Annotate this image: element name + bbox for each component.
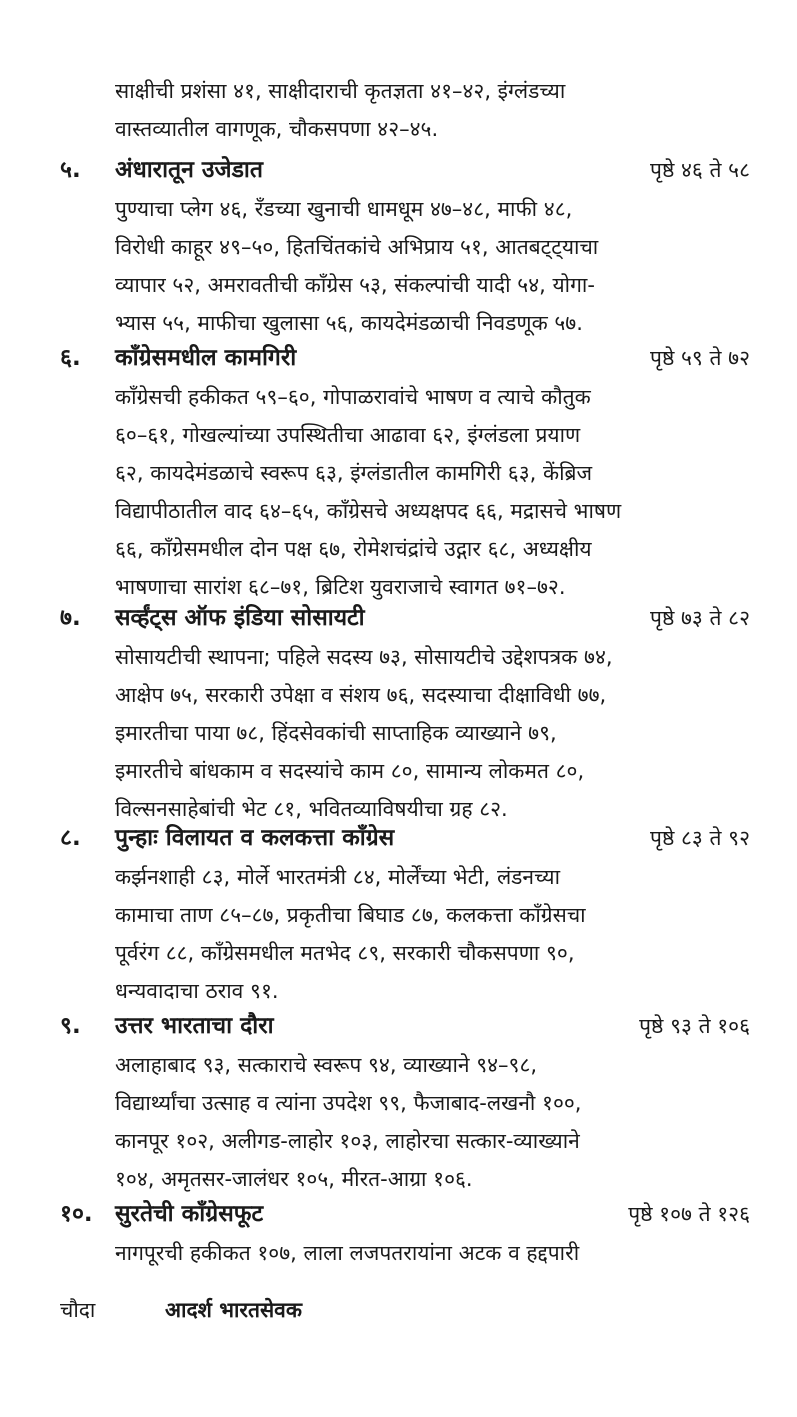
chapter-number: ५. [60,157,81,183]
chapter-summary [115,190,750,342]
chapter-page-range: पृष्ठे ७३ ते ८२ [650,606,750,630]
chapter-title: सर्व्हंट्स ऑफ इंडिया सोसायटी [115,605,365,631]
chapter-summary [115,1046,750,1198]
intro-continuation [115,72,735,148]
chapter-summary [115,378,750,606]
chapter-summary [115,858,750,1010]
text-line: भाषणाचा सारांश ६८–७१, ब्रिटिश युवराजाचे स्वागत ७१–७२. [115,575,566,599]
chapter-heading [60,150,750,190]
text-line: ६२, कायदेमंडळाचे स्वरूप ६३, इंग्लंडातील कामगिरी ६३, केंब्रिज [115,461,593,485]
chapter-heading [60,1194,750,1234]
text-line: सोसायटीची स्थापना; पहिले सदस्य ७३, सोसायटीचे उद्देशपत्रक ७४, [115,645,613,669]
chapter-page-range: पृष्ठे ९३ ते १०६ [639,1014,750,1038]
chapter-summary [115,1234,750,1272]
chapter-7 [60,598,750,828]
chapter-6 [60,338,750,606]
chapter-page-range: पृष्ठे ४६ ते ५८ [650,158,750,182]
text-line: वास्तव्यातील वागणूक, चौकसपणा ४२–४५. [115,117,439,141]
text-line: कामाचा ताण ८५–८७, प्रकृतीचा बिघाड ८७, कलकत्ता काँग्रेसचा [115,903,586,927]
text-line: ६६, काँग्रेसमधील दोन पक्ष ६७, रोमेशचंद्रांचे उद्गार ६८, अध्यक्षीय [115,537,592,561]
text-line: आक्षेप ७५, सरकारी उपेक्षा व संशय ७६, सदस्याचा दीक्षाविधी ७७, [115,683,607,707]
text-line: काँग्रेसची हकीकत ५९–६०, गोपाळरावांचे भाषण व त्याचे कौतुक [115,385,591,409]
running-book-title: आदर्श भारतसेवक [165,1298,302,1322]
text-line: अलाहाबाद ९३, सत्काराचे स्वरूप ९४, व्याख्याने ९४–९८, [115,1053,538,1077]
text-line: धन्यवादाचा ठराव ९१. [115,979,279,1003]
text-line: ६०–६१, गोखल्यांच्या उपस्थितीचा आढावा ६२, इंग्लंडला प्रयाण [115,423,581,447]
chapter-heading [60,1006,750,1046]
text-line: इमारतीचे बांधकाम व सदस्यांचे काम ८०, सामान्य लोकमत ८०, [115,759,585,783]
text-line: व्यापार ५२, अमरावतीची काँग्रेस ५३, संकल्पांची यादी ५४, योगा- [115,273,595,297]
chapter-title: पुन्हाः विलायत व कलकत्ता काँग्रेस [115,825,395,851]
chapter-heading [60,818,750,858]
chapter-number: ८. [60,825,81,851]
chapter-page-range: पृष्ठे ५९ ते ७२ [650,346,750,370]
chapter-title: उत्तर भारताचा दौरा [115,1013,274,1039]
text-line: कानपूर १०२, अलीगड-लाहोर १०३, लाहोरचा सत्कार-व्याख्याने [115,1129,580,1153]
text-line: विरोधी काहूर ४९–५०, हितचिंतकांचे अभिप्राय ५१, आतबट्ट्याचा [115,235,599,259]
chapter-8 [60,818,750,1010]
text-line: कर्झनशाही ८३, मोर्ले भारतमंत्री ८४, मोर्लेंच्या भेटी, लंडनच्या [115,865,561,889]
text-line: भ्यास ५५, माफीचा खुलासा ५६, कायदेमंडळाची निवडणूक ५७. [115,311,583,335]
text-line: इमारतीचा पाया ७८, हिंदसेवकांची साप्ताहिक व्याख्याने ७९, [115,721,557,745]
chapter-number: ६. [60,345,81,371]
text-line: पुण्याचा प्लेग ४६, रँडच्या खुनाची धामधूम ४७–४८, माफी ४८, [115,197,573,221]
text-line: विल्सनसाहेबांची भेट ८१, भवितव्याविषयीचा ग्रह ८२. [115,797,508,821]
chapter-title: सुरतेची काँग्रेसफूट [115,1201,264,1227]
chapter-heading [60,598,750,638]
text-line: साक्षीची प्रशंसा ४१, साक्षीदाराची कृतज्ञता ४१–४२, इंग्लंडच्या [115,79,566,103]
text-line: पूर्वरंग ८८, काँग्रेसमधील मतभेद ८९, सरकारी चौकसपणा ९०, [115,941,575,965]
chapter-heading [60,338,750,378]
chapter-title: काँग्रेसमधील कामगिरी [115,345,297,371]
chapter-10 [60,1194,750,1272]
chapter-title: अंधारातून उजेडात [115,157,263,183]
page-footer [60,1292,302,1328]
chapter-number: १०. [60,1201,93,1227]
chapter-5 [60,150,750,342]
text-line: विद्यापीठातील वाद ६४–६५, काँग्रेसचे अध्यक्षपद ६६, मद्रासचे भाषण [115,499,622,523]
chapter-number: ७. [60,605,81,631]
page-number-word: चौदा [60,1298,96,1322]
chapter-9 [60,1006,750,1198]
chapter-page-range: पृष्ठे १०७ ते १२६ [628,1202,750,1226]
text-line: १०४, अमृतसर-जालंधर १०५, मीरत-आग्रा १०६. [115,1167,473,1191]
chapter-summary [115,638,750,828]
chapter-page-range: पृष्ठे ८३ ते ९२ [650,826,750,850]
text-line: नागपूरची हकीकत १०७, लाला लजपतरायांना अटक व हद्दपारी [115,1241,580,1265]
chapter-number: ९. [60,1013,81,1039]
text-line: विद्यार्थ्यांचा उत्साह व त्यांना उपदेश ९९, फैजाबाद-लखनौ १००, [115,1091,582,1115]
